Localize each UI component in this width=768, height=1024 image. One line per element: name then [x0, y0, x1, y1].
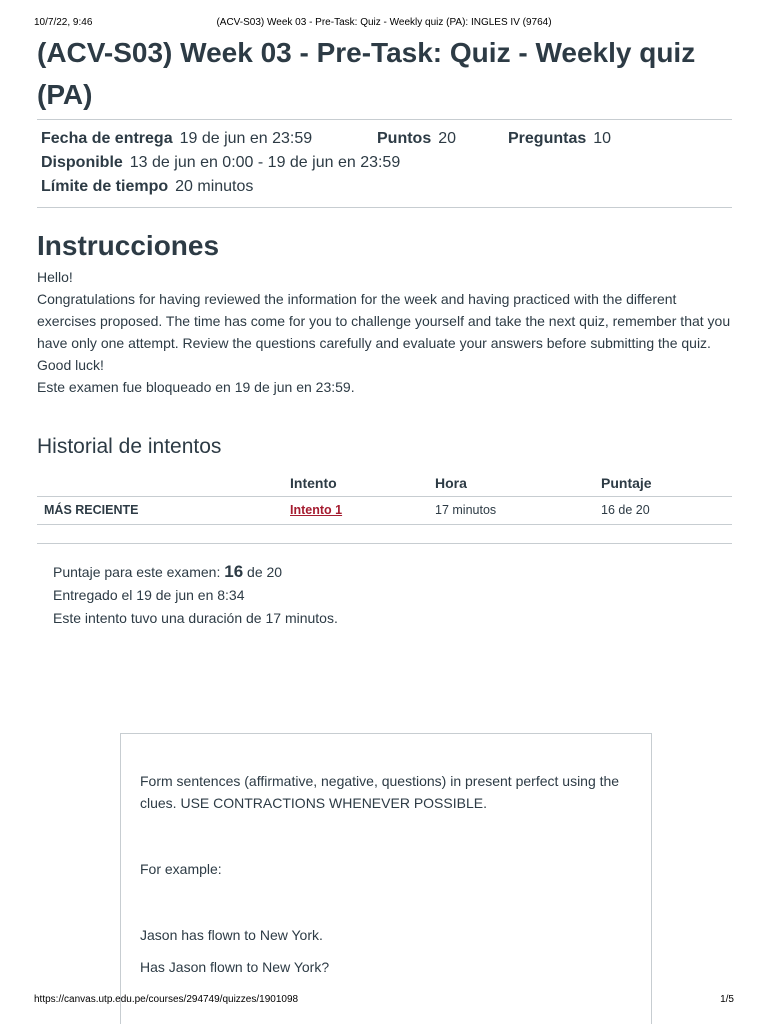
score-line: [53, 560, 732, 584]
attempt-time: 17 minutos: [435, 497, 601, 525]
table-header-row: [37, 472, 732, 497]
instructions-body: [37, 266, 732, 398]
attempt-duration: Este intento tuvo una duración de 17 minutos.: [53, 610, 338, 626]
column-header: [37, 472, 290, 497]
column-header-intento: Intento: [290, 472, 435, 497]
example-affirmative: Jason has flown to New York.: [140, 927, 323, 943]
attempts-table: [37, 472, 732, 525]
congrats-text: Congratulations for having reviewed the information for the week and having practiced with the different exercises proposed. The time has come for you to challenge yourself and take the next quiz, remember that you have only one attempt. Review the questions carefully and evaluate your answers before submitting the quiz.: [37, 291, 731, 351]
score-label: Puntaje para este examen:: [53, 564, 221, 580]
print-title: (ACV-S03) Week 03 - Pre-Task: Quiz - Weekly quiz (PA): INGLES IV (9764): [216, 17, 552, 28]
questions-count: Preguntas 10: [508, 130, 612, 147]
question-instructions: Form sentences (affirmative, negative, questions) in present perfect using the clues. USE CONTRACTIONS WHENEVER POSSIBLE.: [140, 773, 620, 811]
history-heading: Historial de intentos: [37, 435, 222, 458]
quiz-meta: [37, 120, 732, 207]
column-header-hora: Hora: [435, 472, 601, 497]
question-card: [120, 733, 652, 1024]
locked-notice: Este examen fue bloqueado en 19 de jun en 23:59.: [37, 379, 355, 395]
points: Puntos 20: [377, 130, 457, 147]
recent-label: MÁS RECIENTE: [37, 497, 290, 525]
attempt-link[interactable]: Intento 1: [290, 503, 343, 517]
submitted-date: Entregado el 19 de jun en 8:34: [53, 587, 245, 603]
score-value: 16: [224, 562, 244, 581]
good-luck-text: Good luck!: [37, 357, 104, 373]
available-dates: Disponible 13 de jun en 0:00 - 19 de jun en 23:59: [41, 154, 401, 171]
due-date: Fecha de entrega 19 de jun en 23:59: [41, 130, 313, 147]
print-footer: [34, 993, 734, 1007]
print-url: https://canvas.utp.edu.pe/courses/294749/quizzes/1901098: [34, 994, 299, 1005]
quiz-content: [37, 32, 732, 630]
instructions-heading: Instrucciones: [37, 230, 220, 261]
score-suffix: de 20: [247, 564, 283, 580]
score-summary: [37, 543, 732, 630]
print-date: 10/7/22, 9:46: [34, 17, 93, 28]
page-title: (ACV-S03) Week 03 - Pre-Task: Quiz - Weekly quiz (PA): [37, 37, 696, 110]
example-question: Has Jason flown to New York?: [140, 959, 330, 975]
attempt-score: 16 de 20: [601, 497, 732, 525]
table-row: [37, 497, 732, 525]
time-limit: Límite de tiempo 20 minutos: [41, 178, 254, 195]
divider: [37, 207, 732, 208]
example-label: For example:: [140, 861, 222, 877]
page-number: 1/5: [720, 994, 734, 1005]
hello-text: Hello!: [37, 269, 73, 285]
print-header: [34, 16, 734, 30]
column-header-puntaje: Puntaje: [601, 472, 732, 497]
